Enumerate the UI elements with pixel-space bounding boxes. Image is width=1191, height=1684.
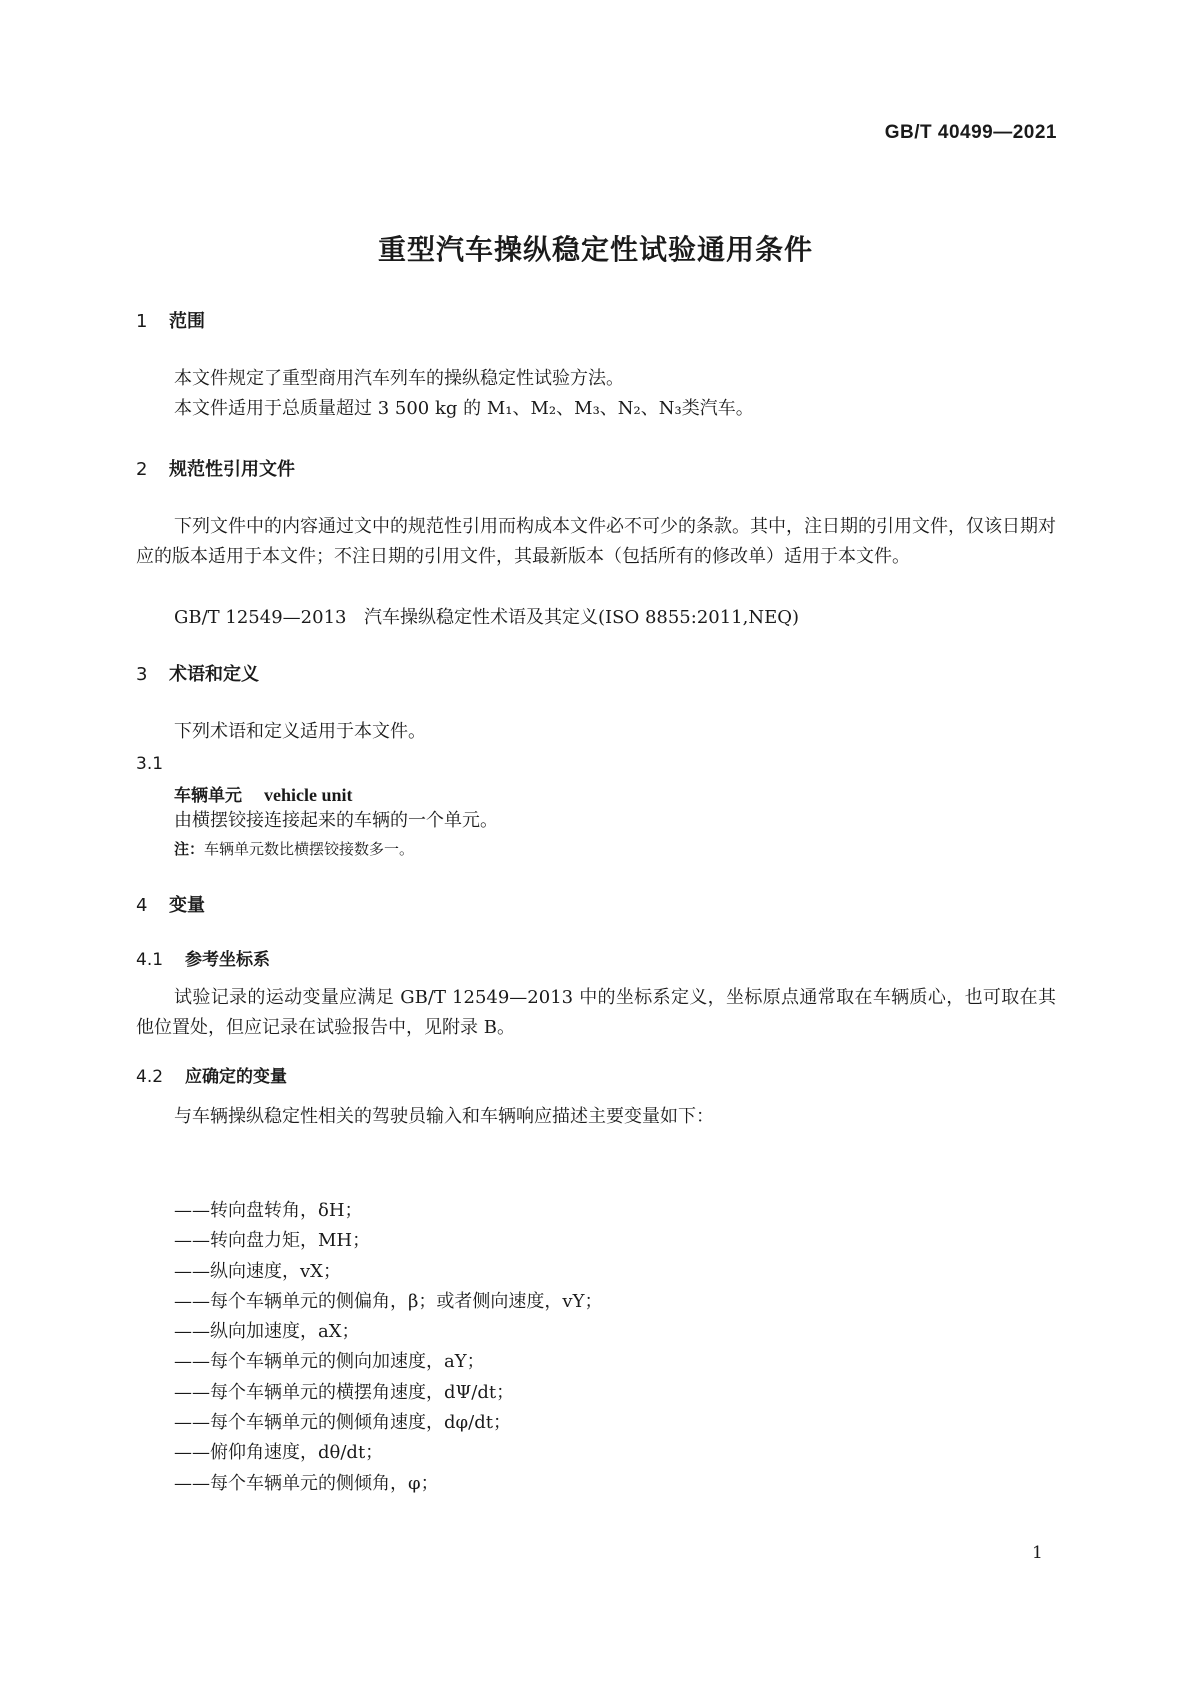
term-number: 3.1 xyxy=(136,754,164,774)
reference-entry xyxy=(174,603,799,633)
section-1-heading xyxy=(136,307,205,333)
document-title: 重型汽车操纵稳定性试验通用条件 xyxy=(377,233,813,266)
list-item: ——纵向速度，vX； xyxy=(174,1260,341,1282)
list-item: ——转向盘力矩，MH； xyxy=(174,1230,371,1252)
list-item: ——每个车辆单元的侧向加速度，aY； xyxy=(174,1351,485,1373)
section-title: 变量 xyxy=(169,895,205,916)
section-number: 3 xyxy=(136,664,148,685)
page-number: 1 xyxy=(1032,1543,1043,1563)
subsection-number: 4.1 xyxy=(136,950,164,970)
section-title: 规范性引用文件 xyxy=(169,459,295,480)
variables-intro: 与车辆操纵稳定性相关的驾驶员输入和车辆响应描述主要变量如下： xyxy=(174,1106,714,1127)
section-number: 1 xyxy=(136,311,148,332)
list-item: ——转向盘转角，δH； xyxy=(174,1200,363,1221)
variables-list xyxy=(174,1196,602,1499)
term-chinese: 车辆单元 xyxy=(174,786,242,806)
standard-code: GB/T 40499—2021 xyxy=(884,122,1057,143)
list-item: ——俯仰角速度，dθ/dt； xyxy=(174,1442,384,1464)
subsection-title: 参考坐标系 xyxy=(185,950,270,970)
section-title: 术语和定义 xyxy=(169,664,259,685)
term-definition: 由横摆铰接连接起来的车辆的一个单元。 xyxy=(174,810,498,831)
list-item: ——每个车辆单元的横摆角速度，dΨ/dt； xyxy=(174,1381,515,1403)
coordinate-system-paragraph: 试验记录的运动变量应满足 GB/T 12549—2013 中的坐标系定义，坐标原点通常取在车辆质心，也可取在其他位置处，但应记录在试验报告中，见附录 B。 xyxy=(136,987,1056,1038)
term-english: vehicle unit xyxy=(264,785,353,805)
list-item: ——每个车辆单元的侧倾角速度，dφ/dt； xyxy=(174,1412,511,1434)
section-3-heading xyxy=(136,660,259,686)
scope-line-2: 本文件适用于总质量超过 3 500 kg 的 M₁、M₂、M₃、N₂、N₃类汽车。 xyxy=(174,398,754,419)
list-item: ——纵向加速度，aX； xyxy=(174,1321,360,1343)
terms-intro: 下列术语和定义适用于本文件。 xyxy=(174,721,426,742)
section-2-heading xyxy=(136,455,295,481)
list-item: ——每个车辆单元的侧倾角，φ； xyxy=(174,1472,439,1494)
subsection-4-1-heading xyxy=(136,945,270,970)
term-entry xyxy=(174,781,353,806)
list-item: ——每个车辆单元的侧偏角，β；或者侧向速度，vY； xyxy=(174,1290,603,1312)
subsection-number: 4.2 xyxy=(136,1067,164,1087)
section-4-heading xyxy=(136,891,205,917)
section-number: 4 xyxy=(136,895,148,916)
section-title: 范围 xyxy=(169,311,205,332)
scope-line-1: 本文件规定了重型商用汽车列车的操纵稳定性试验方法。 xyxy=(174,368,624,389)
subsection-title: 应确定的变量 xyxy=(185,1067,287,1087)
section-number: 2 xyxy=(136,459,148,480)
reference-code: GB/T 12549—2013 xyxy=(174,607,347,628)
note-text: 车辆单元数比横摆铰接数多一。 xyxy=(204,840,415,858)
note-label: 注： xyxy=(174,840,205,858)
normative-references-paragraph: 下列文件中的内容通过文中的规范性引用而构成本文件必不可少的条款。其中，注日期的引用文件，仅该日期对应的版本适用于本文件；不注日期的引用文件，其最新版本（包括所有的修改单）适用于本文件。 xyxy=(136,516,1056,567)
subsection-4-2-heading xyxy=(136,1062,287,1087)
reference-title: 汽车操纵稳定性术语及其定义(ISO 8855:2011,NEQ) xyxy=(364,607,800,628)
term-note xyxy=(174,838,414,859)
